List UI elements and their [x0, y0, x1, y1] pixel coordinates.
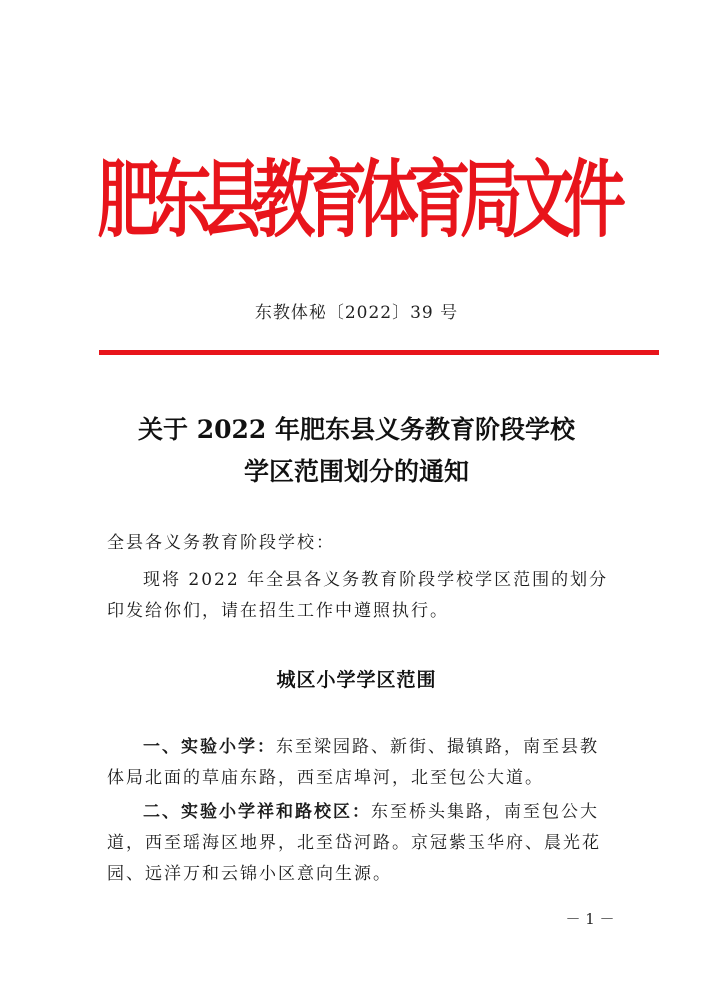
salutation: 全县各义务教育阶段学校： [107, 533, 335, 553]
red-divider-line [99, 350, 659, 355]
document-number: 东教体秘〔2022〕39 号 [254, 303, 459, 323]
district-item-2-text: 东至桥头集路，南至包公大道，西至瑶海区地界，北至岱河路。京冠紫玉华府、晨光花园、远洋万和云锦小区意向生源。 [107, 802, 601, 884]
section-heading: 城区小学学区范围 [276, 669, 437, 691]
notice-title-line-2: 学区范围划分的通知 [243, 457, 469, 486]
district-item-1-text: 东至梁园路、新街、撮镇路，南至县教体局北面的草庙东路，西至店埠河，北至包公大道。 [107, 737, 599, 788]
page-number: － 1 － [565, 910, 615, 928]
intro-paragraph: 现将 2022 年全县各义务教育阶段学校学区范围的划分印发给你们，请在招生工作中遵照执行。 [107, 570, 609, 621]
district-item-2-heading: 二、实验小学祥和路校区： [143, 802, 371, 822]
district-item-2 [107, 797, 617, 890]
district-item-1 [107, 732, 617, 794]
notice-title-line-1: 关于 2022 年肥东县义务教育阶段学校 [138, 415, 575, 444]
district-item-1-heading: 一、实验小学： [143, 737, 276, 757]
masthead-title: 肥东县教育体育局文件 [97, 150, 616, 249]
